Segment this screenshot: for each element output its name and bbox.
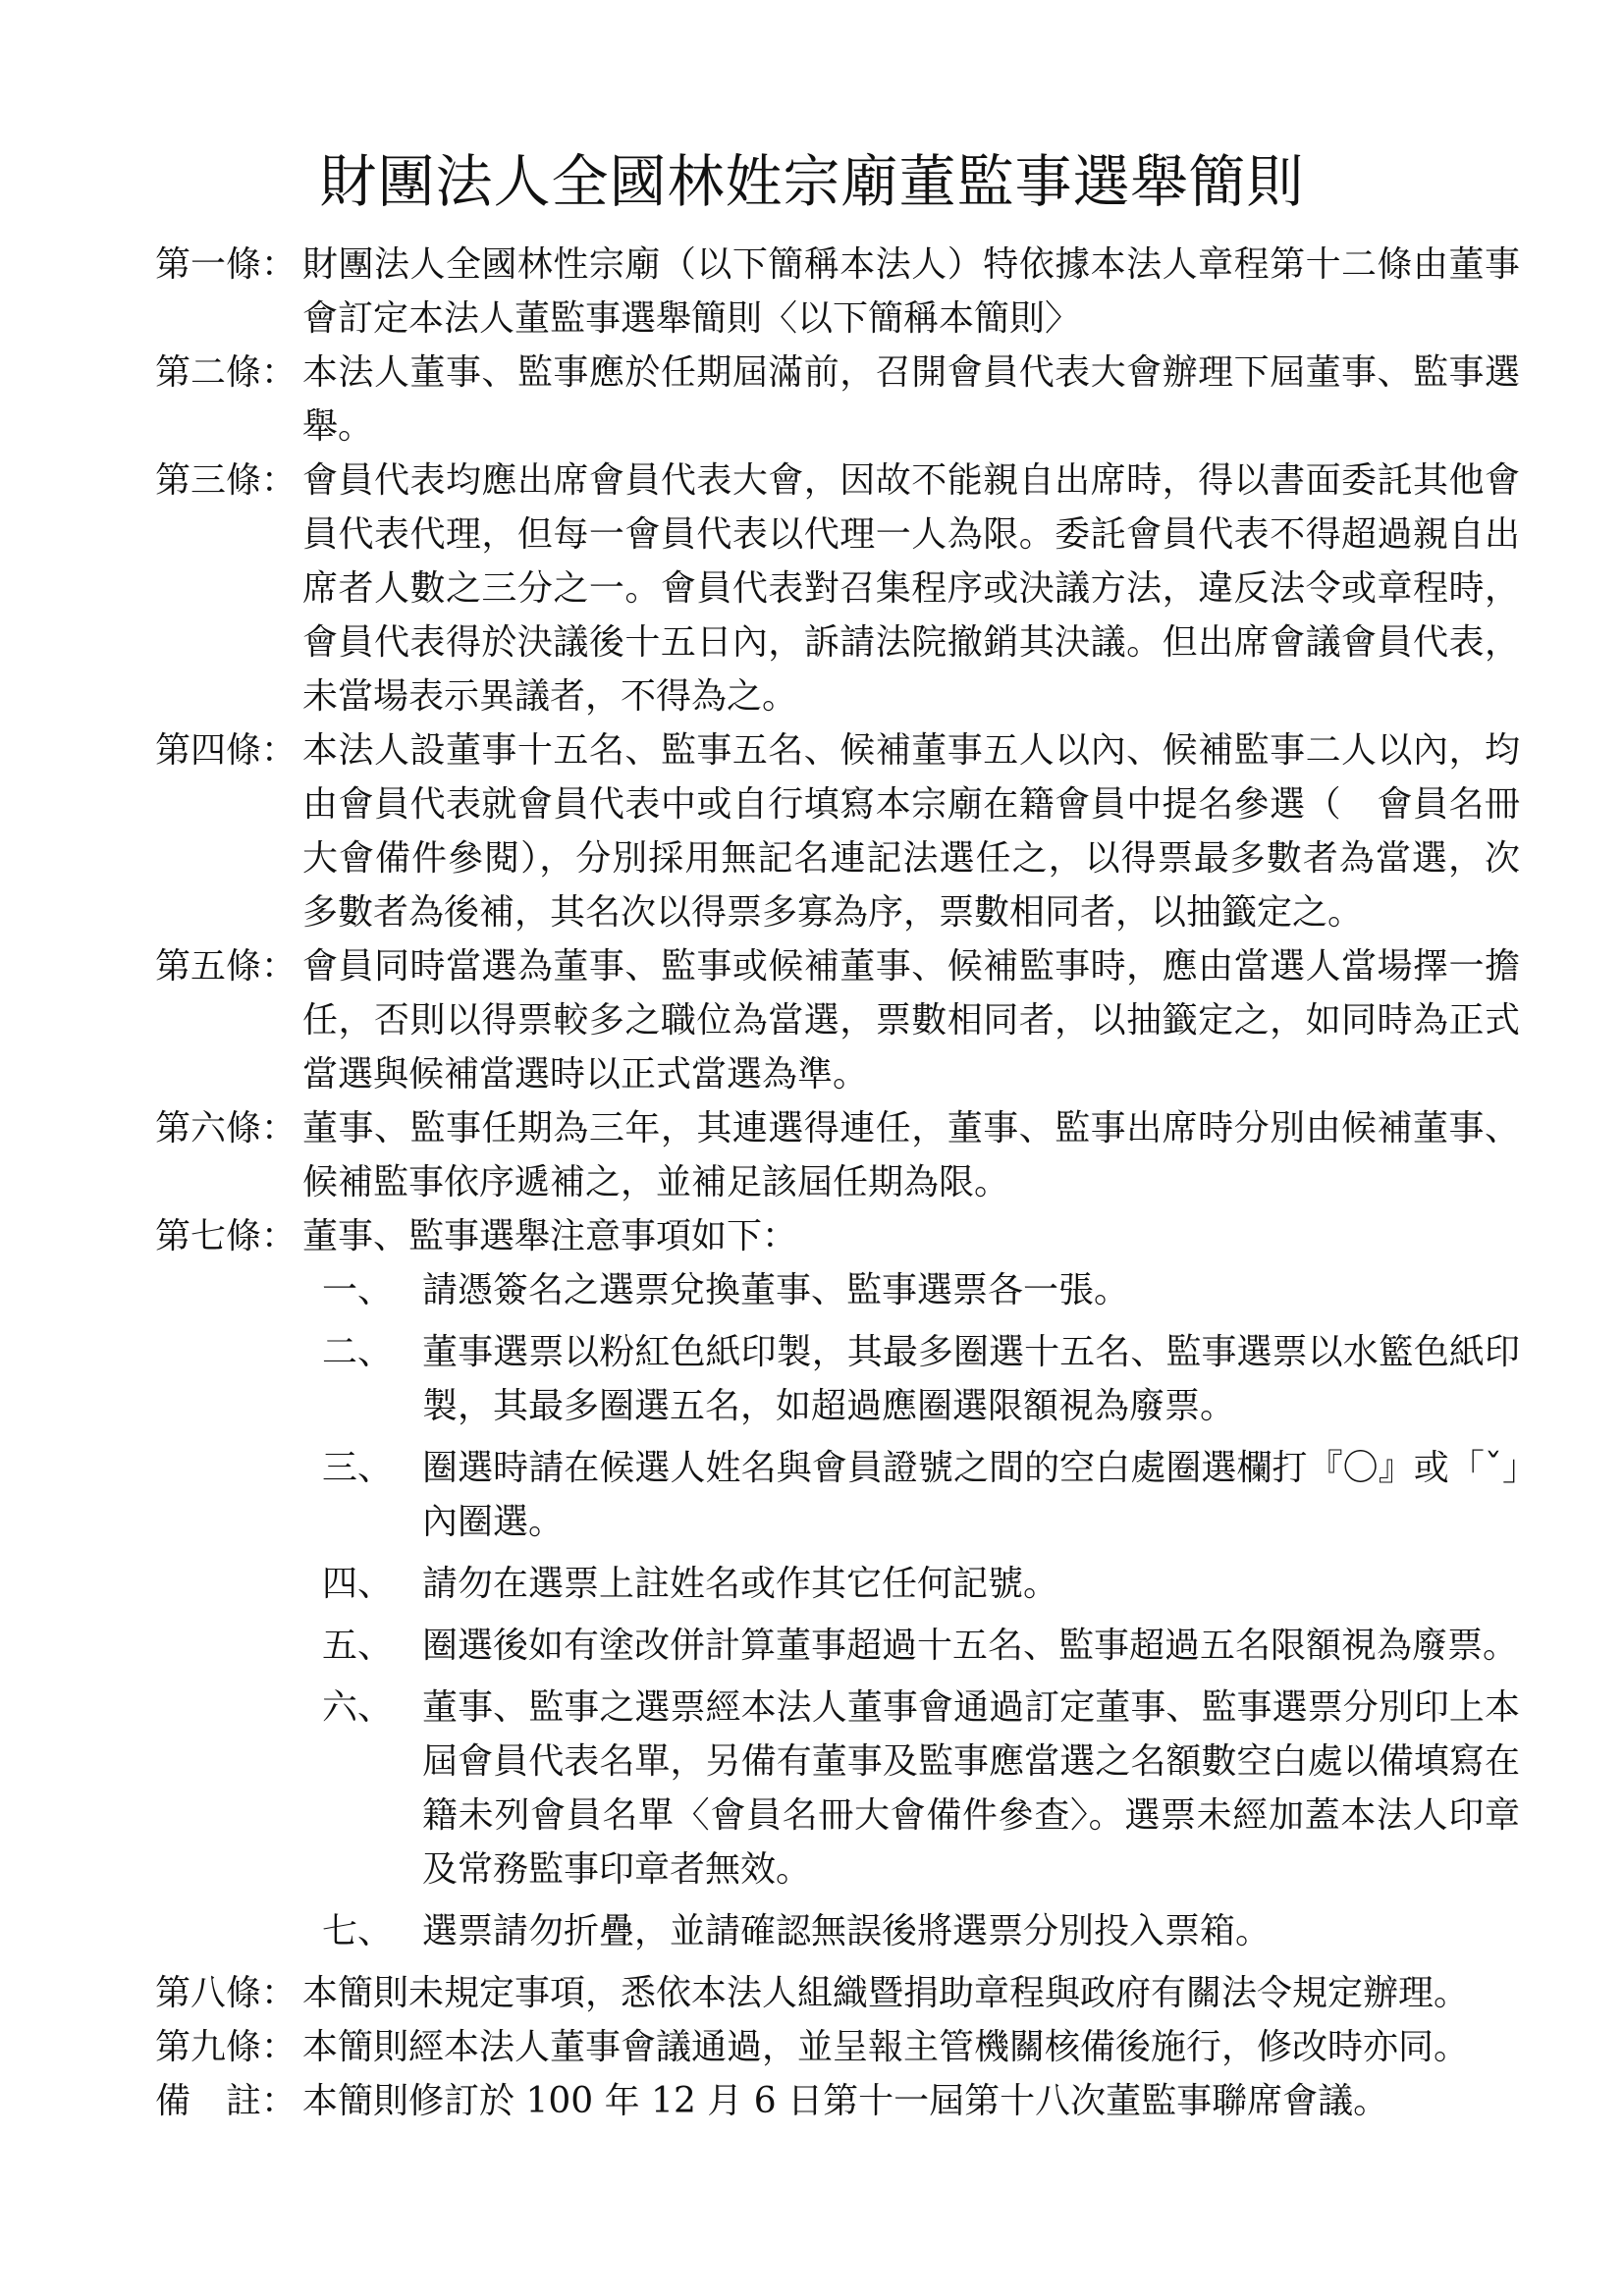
article-label: 第一條：	[155, 244, 298, 285]
article-text: 本簡則未規定事項，悉依本法人組織暨捐助章程與政府有關法令規定辦理。	[302, 1973, 1470, 2013]
article-body	[302, 939, 1520, 1101]
sub-item	[302, 1904, 1520, 1958]
sub-item-number: 四、	[322, 1564, 394, 1604]
article-label: 備 註：	[155, 2081, 298, 2121]
article-text: 本法人董事、監事應於任期屆滿前，召開會員代表大會辦理下屆董事、監事選舉。	[302, 352, 1520, 447]
sub-item-text: 請憑簽名之選票兌換董事、監事選票各一張。	[422, 1270, 1130, 1310]
sub-item	[302, 1681, 1520, 1896]
article	[155, 723, 1520, 939]
article-body	[302, 346, 1520, 454]
sub-item	[302, 1441, 1520, 1549]
article-body	[302, 238, 1520, 346]
article	[155, 346, 1520, 454]
article	[155, 1966, 1520, 2020]
sub-item-number: 六、	[322, 1687, 394, 1728]
sub-item-list	[302, 1263, 1520, 1958]
article-label: 第五條：	[155, 946, 298, 987]
sub-item	[302, 1325, 1520, 1433]
document-title: 財團法人全國林姓宗廟董監事選舉簡則	[319, 148, 1305, 215]
sub-item-number: 三、	[322, 1448, 394, 1488]
article-text: 會員同時當選為董事、監事或候補董事、候補監事時，應由當選人當場擇一擔任，否則以得票較多之職位為當選，票數相同者，以抽籤定之，如同時為正式當選與候補當選時以正式當選為準。	[302, 946, 1520, 1095]
article	[155, 454, 1520, 723]
article-text: 本簡則修訂於 100 年 12 月 6 日第十一屆第十八次董監事聯席會議。	[302, 2081, 1389, 2121]
sub-item-text: 圈選時請在候選人姓名與會員證號之間的空白處圈選欄打『〇』或「ˇ」內圈選。	[422, 1448, 1520, 1542]
article-label: 第四條：	[155, 730, 298, 771]
sub-item-number: 二、	[322, 1332, 394, 1372]
sub-item-text: 圈選後如有塗改併計算董事超過十五名、監事超過五名限額視為廢票。	[422, 1626, 1519, 1666]
sub-item	[302, 1557, 1520, 1611]
sub-item-text: 請勿在選票上註姓名或作其它任何記號。	[422, 1564, 1059, 1604]
article	[155, 2020, 1520, 2074]
article-label: 第八條：	[155, 1973, 298, 2013]
sub-item-text: 董事、監事之選票經本法人董事會通過訂定董事、監事選票分別印上本屆會員代表名單，另備有董事及監事應當選之名額數空白處以備填寫在籍未列會員名單〈會員名冊大會備件參查〉。選票未經加蓋本法人印章及常務監事印章者無效。	[422, 1687, 1520, 1890]
articles-list	[155, 238, 1520, 2128]
sub-item	[302, 1619, 1520, 1673]
article-body	[302, 1966, 1520, 2020]
article-label: 第六條：	[155, 1108, 298, 1148]
article-body	[302, 2020, 1520, 2074]
article-body	[302, 2074, 1520, 2128]
article-label: 第三條：	[155, 460, 298, 501]
sub-item-number: 一、	[322, 1270, 394, 1310]
article-text: 本法人設董事十五名、監事五名、候補董事五人以內、候補監事二人以內，均由會員代表就會員代表中或自行填寫本宗廟在籍會員中提名參選（ 會員名冊大會備件參閱），分別採用無記名連記法選任之，以得票最多數者為當選，次多數者為後補，其名次以得票多寡為序，票數相同者，以抽籤定之。	[302, 730, 1520, 933]
article-text: 財團法人全國林性宗廟（以下簡稱本法人）特依據本法人章程第十二條由董事會訂定本法人董監事選舉簡則〈以下簡稱本簡則〉	[302, 244, 1520, 339]
article-body	[302, 723, 1520, 939]
article	[155, 2074, 1520, 2128]
article-label: 第二條：	[155, 352, 298, 393]
sub-item-number: 五、	[322, 1626, 394, 1666]
article-body	[302, 454, 1520, 723]
sub-item-text: 董事選票以粉紅色紙印製，其最多圈選十五名、監事選票以水籃色紙印製，其最多圈選五名，如超過應圈選限額視為廢票。	[422, 1332, 1520, 1426]
article-text: 董事、監事任期為三年，其連選得連任，董事、監事出席時分別由候補董事、候補監事依序遞補之，並補足該屆任期為限。	[302, 1108, 1520, 1202]
sub-item-number: 七、	[322, 1911, 394, 1951]
sub-item	[302, 1263, 1520, 1317]
sub-item-text: 選票請勿折疊，並請確認無誤後將選票分別投入票箱。	[422, 1911, 1272, 1951]
article	[155, 1209, 1520, 1966]
article-label: 第九條：	[155, 2027, 298, 2067]
article-body	[302, 1101, 1520, 1209]
article	[155, 939, 1520, 1101]
article	[155, 238, 1520, 346]
article-text: 董事、監事選舉注意事項如下：	[302, 1216, 798, 1256]
article-text: 會員代表均應出席會員代表大會，因故不能親自出席時，得以書面委託其他會員代表代理，但每一會員代表以代理一人為限。委託會員代表不得超過親自出席者人數之三分之一。會員代表對召集程序或決議方法，違反法令或章程時，會員代表得於決議後十五日內，訴請法院撤銷其決議。但出席會議會員代表，未當場表示異議者，不得為之。	[302, 460, 1520, 717]
article-text: 本簡則經本法人董事會議通過，並呈報主管機關核備後施行，修改時亦同。	[302, 2027, 1470, 2067]
article	[155, 1101, 1520, 1209]
article-label: 第七條：	[155, 1216, 298, 1256]
article-body	[302, 1209, 1520, 1966]
